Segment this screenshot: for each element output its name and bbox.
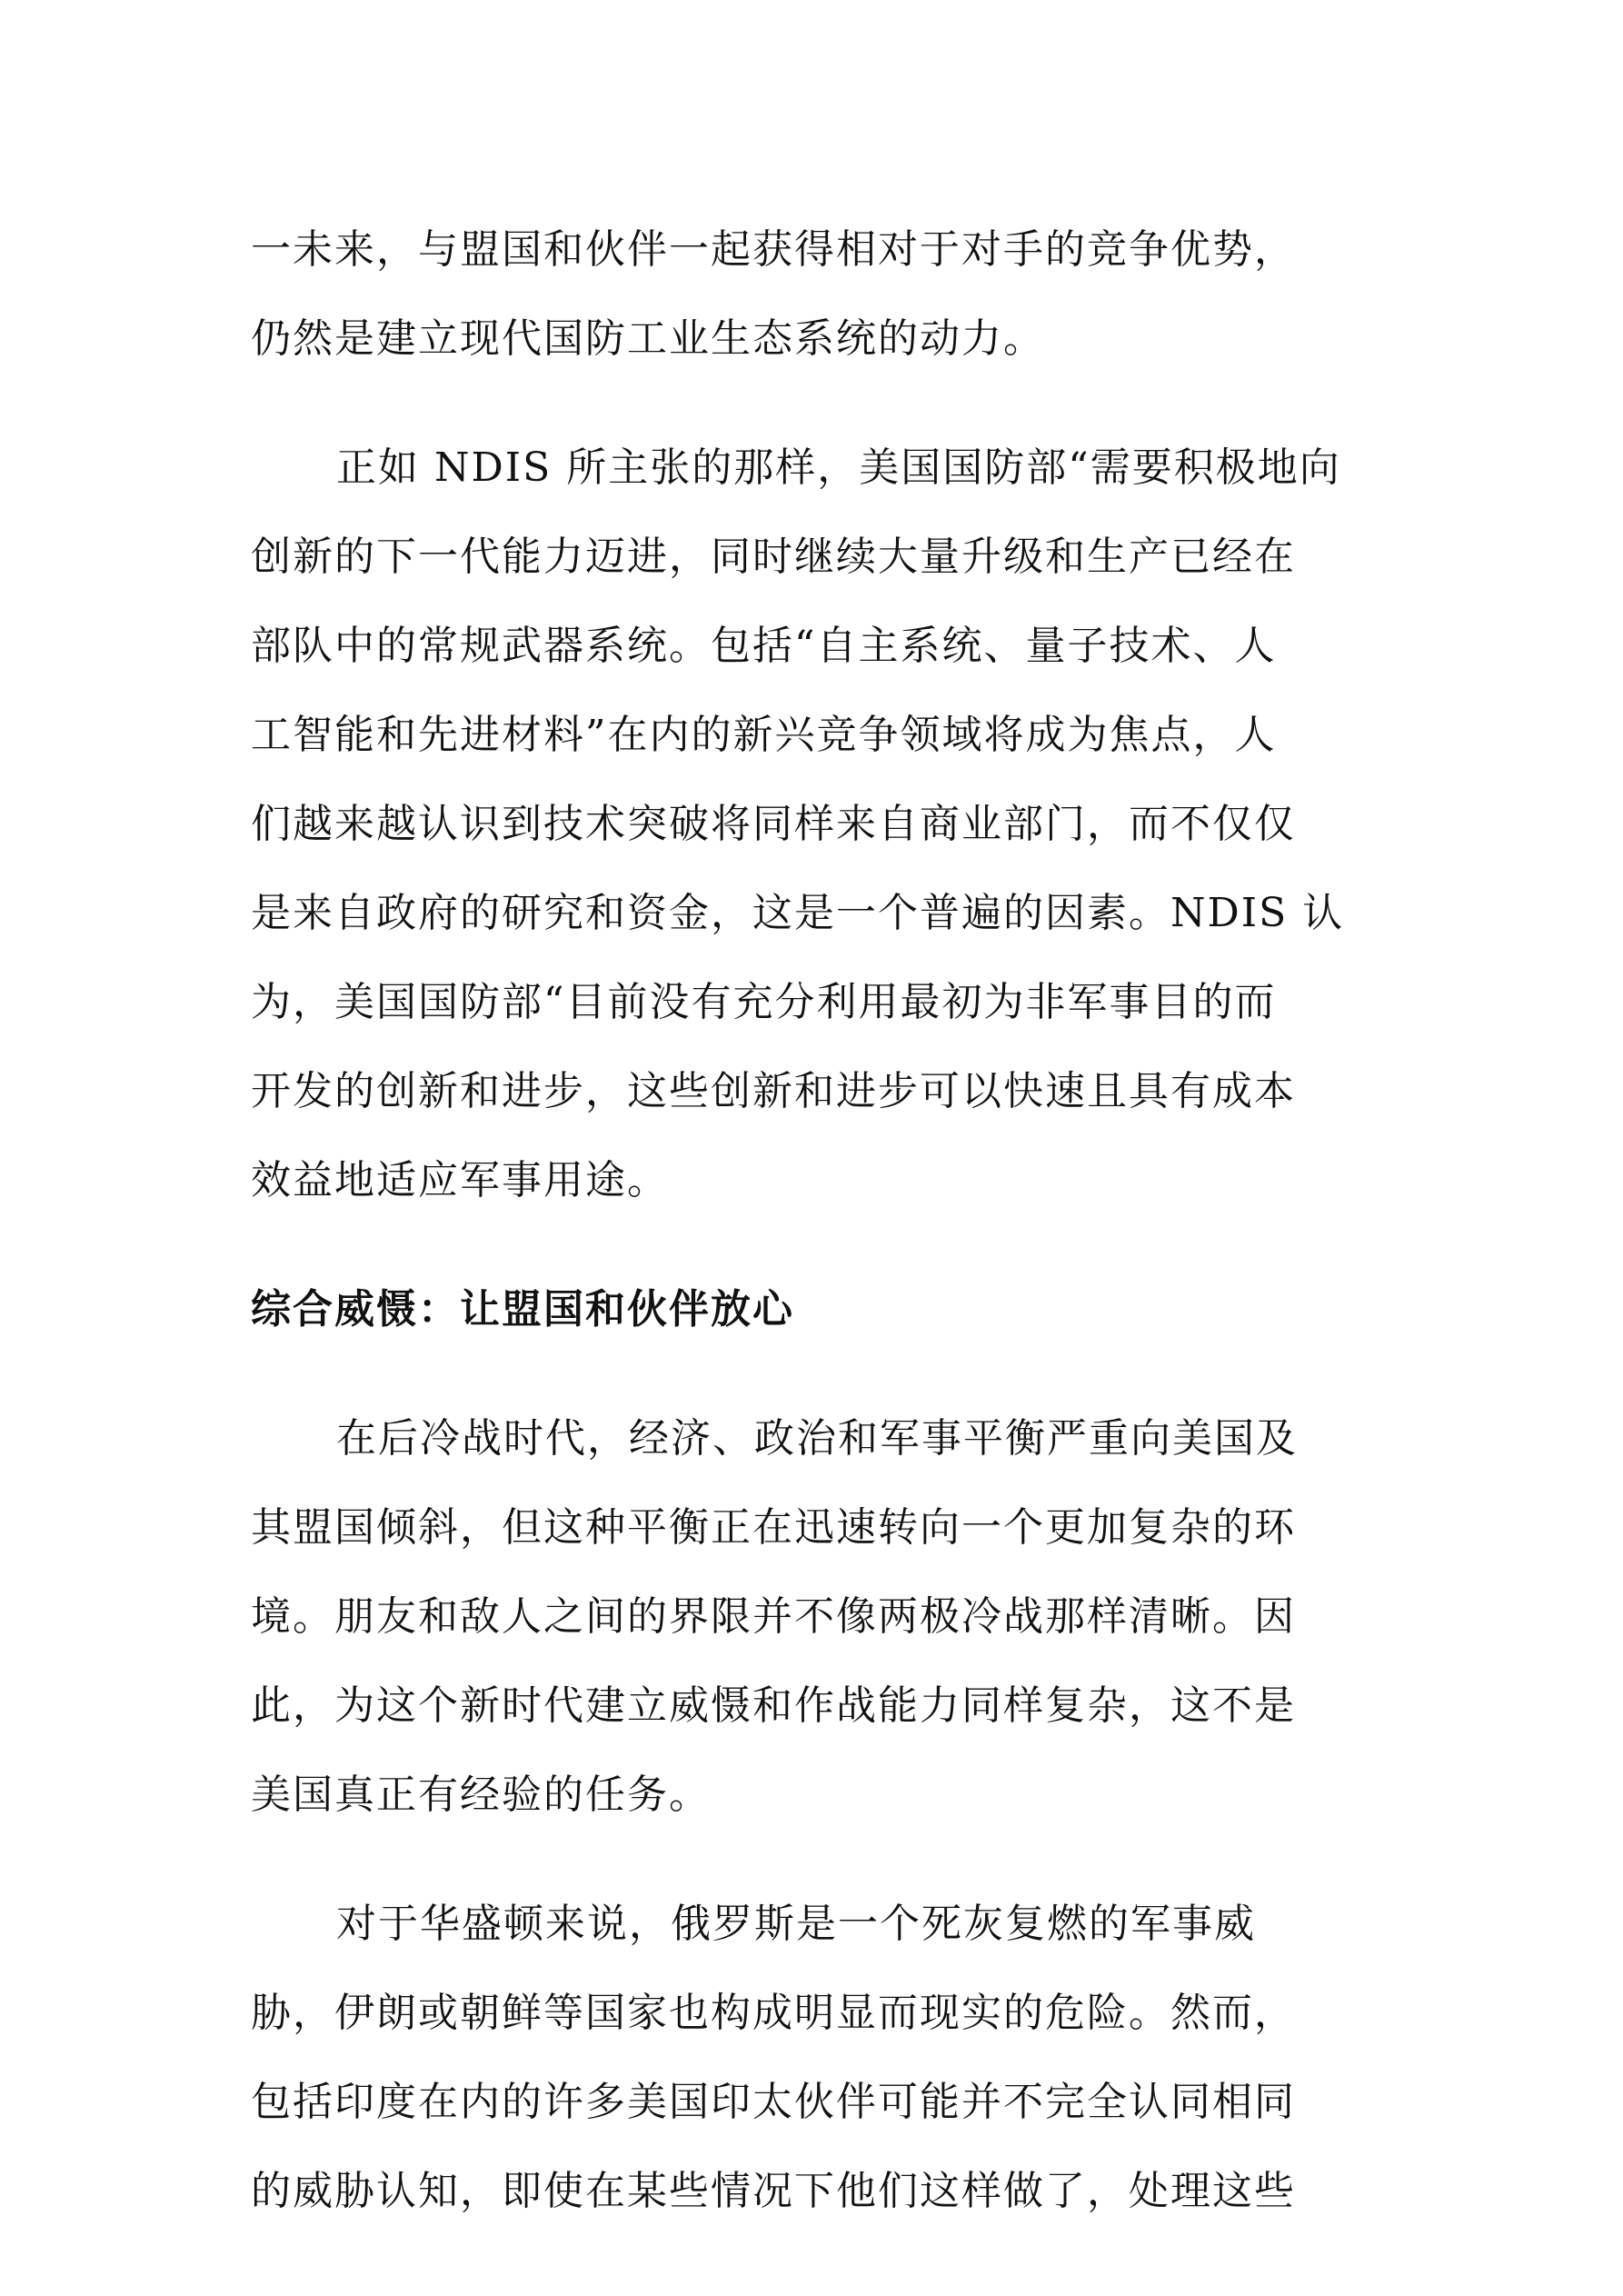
text-line: 的威胁认知，即使在某些情况下他们这样做了，处理这些 [251, 2168, 1296, 2214]
document-body [251, 205, 1374, 2236]
text-line: 们越来越认识到技术突破将同样来自商业部门，而不仅仅 [251, 801, 1296, 847]
paragraph-ndis [251, 424, 1374, 1225]
paragraph-spacer [251, 1354, 1374, 1394]
text-line: 在后冷战时代，经济、政治和军事平衡严重向美国及 [336, 1415, 1298, 1462]
text-line: 对于华盛顿来说，俄罗斯是一个死灰复燃的军事威 [336, 1901, 1256, 1947]
text-line: 正如 NDIS 所主张的那样，美国国防部“需要积极地向 [336, 444, 1341, 491]
paragraph-post-cold-war [251, 1394, 1374, 1840]
text-line: 效益地适应军事用途。 [251, 1157, 669, 1203]
text-line: 是来自政府的研究和资金，这是一个普遍的因素。NDIS 认 [251, 890, 1345, 936]
text-line: 部队中的常规武器系统。包括“自主系统、量子技术、人 [251, 623, 1277, 669]
text-line: 境。朋友和敌人之间的界限并不像两极冷战那样清晰。因 [251, 1593, 1296, 1640]
paragraph-spacer [251, 1225, 1374, 1265]
text-line: 胁，伊朗或朝鲜等国家也构成明显而现实的危险。然而， [251, 1990, 1296, 2036]
text-line: 为，美国国防部“目前没有充分利用最初为非军事目的而 [251, 979, 1277, 1025]
paragraph-continuation [251, 205, 1374, 384]
section-heading: 综合威慑：让盟国和伙伴放心 [251, 1286, 794, 1333]
text-line: 创新的下一代能力迈进，同时继续大量升级和生产已经在 [251, 534, 1296, 580]
text-line: 此，为这个新时代建立威慑和作战能力同样复杂，这不是 [251, 1682, 1296, 1729]
text-line: 包括印度在内的许多美国印太伙伴可能并不完全认同相同 [251, 2079, 1296, 2125]
text-line: 美国真正有经验的任务。 [251, 1772, 711, 1818]
paragraph-spacer [251, 1840, 1374, 1880]
text-line: 其盟国倾斜，但这种平衡正在迅速转向一个更加复杂的环 [251, 1504, 1296, 1551]
text-line: 仍然是建立现代国防工业生态系统的动力。 [251, 315, 1045, 362]
paragraph-washington [251, 1880, 1374, 2236]
text-line: 工智能和先进材料”在内的新兴竞争领域将成为焦点，人 [251, 712, 1277, 758]
text-line: 开发的创新和进步，这些创新和进步可以快速且具有成本 [251, 1068, 1296, 1114]
text-line: 一未来，与盟国和伙伴一起获得相对于对手的竞争优势， [251, 226, 1296, 273]
paragraph-spacer [251, 384, 1374, 424]
